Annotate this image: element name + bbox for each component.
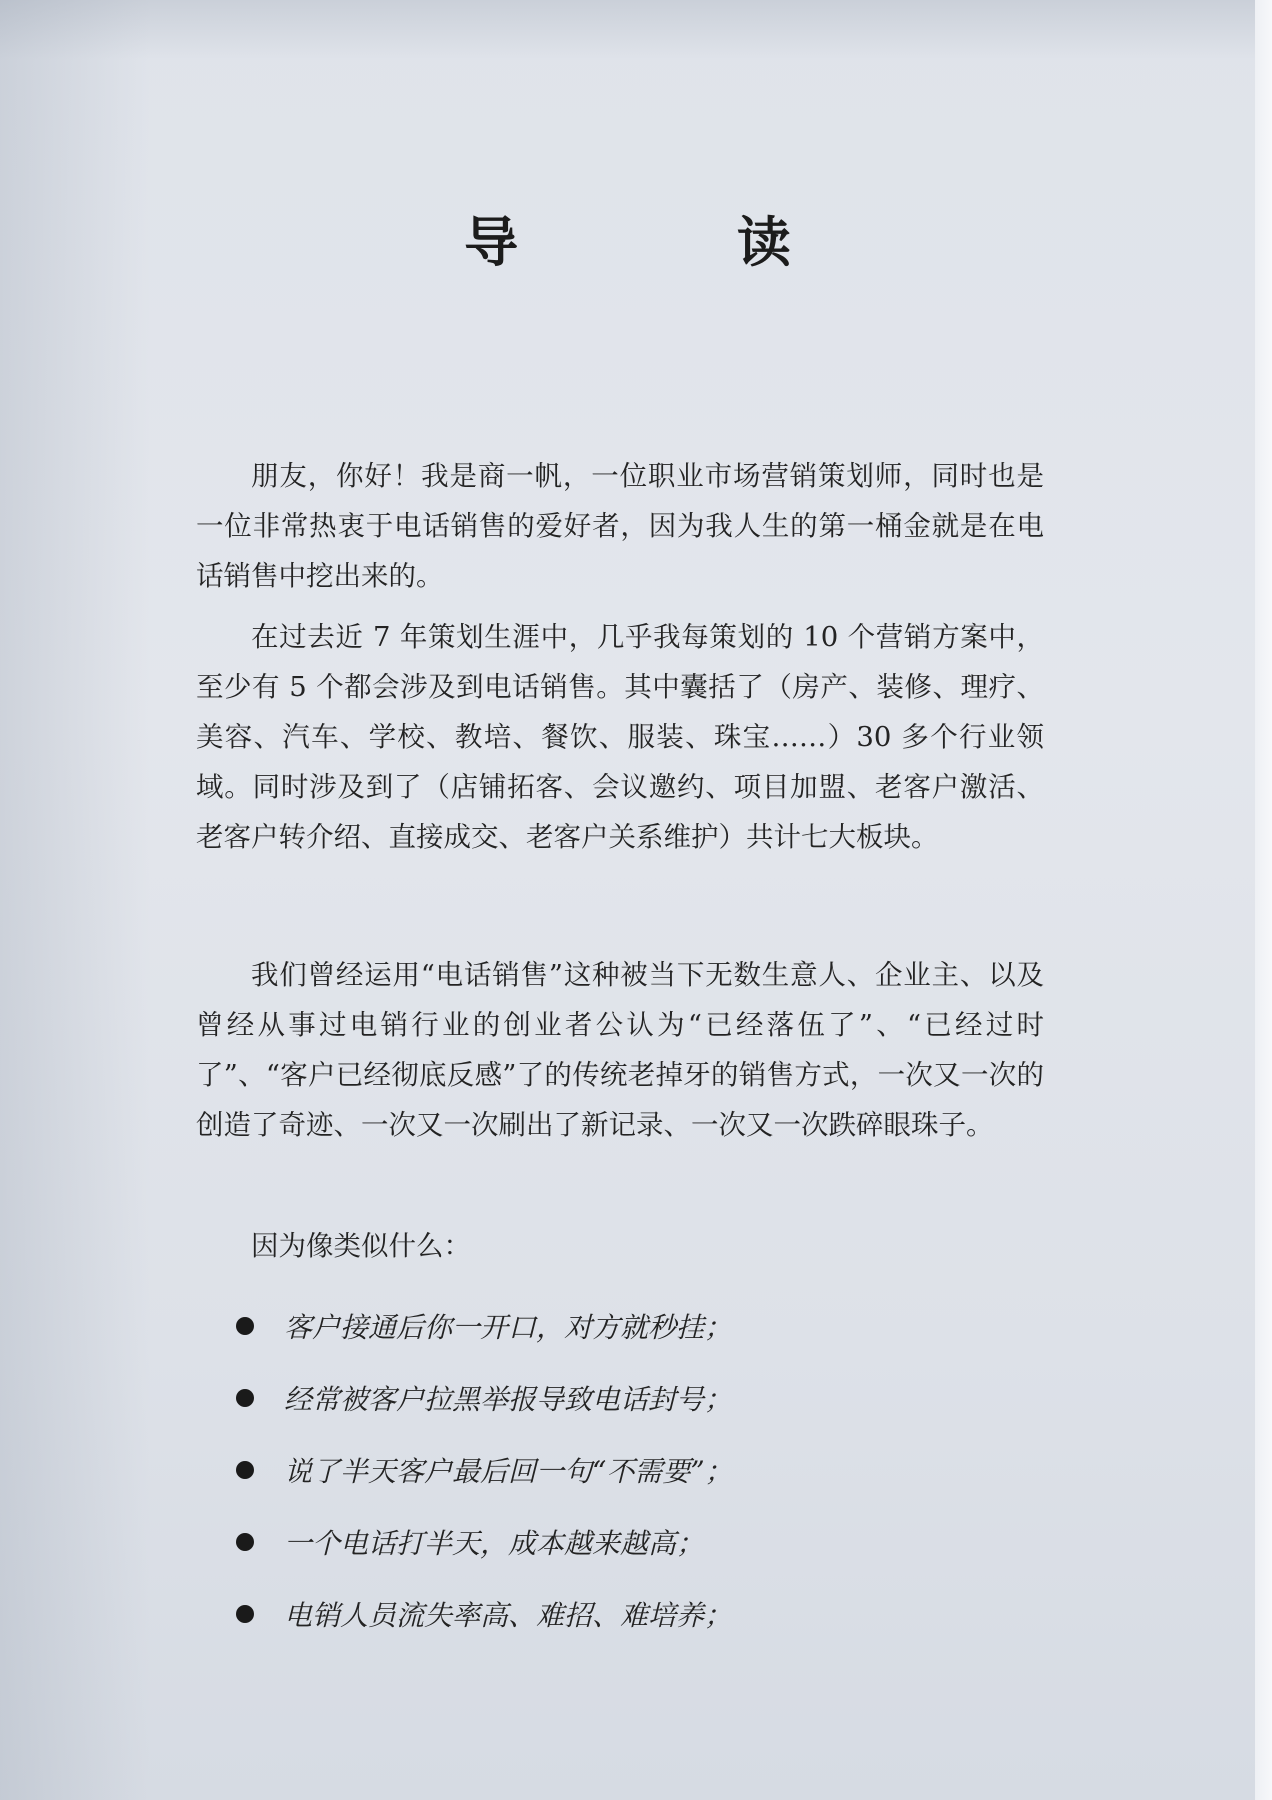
page-title: 导 读: [464, 211, 891, 274]
page-edge: [1255, 0, 1272, 1800]
list-item-text: 电销人员流失率高、难招、难培养；: [284, 1599, 733, 1632]
problem-list: [236, 1290, 733, 1650]
paragraph-achievement: 我们曾经运用“电话销售”这种被当下无数生意人、企业主、以及曾经从事过电销行业的创业者公认为“已经落伍了”、“已经过时了”、“客户已经彻底反感”了的传统老掉牙的销售方式，一次又一次的创造了奇迹、一次又一次刷出了新记录、一次又一次跌碎眼珠子。: [196, 959, 1044, 1141]
list-item: [236, 1362, 733, 1434]
page-shadow-top: [0, 0, 1255, 60]
list-item: [236, 1434, 733, 1506]
bullet-icon: [236, 1533, 254, 1551]
list-item: [236, 1578, 733, 1650]
paragraph-experience: 在过去近 7 年策划生涯中，几乎我每策划的 10 个营销方案中，至少有 5 个都会涉及到电话销售。其中囊括了（房产、装修、理疗、美容、汽车、学校、教培、餐饮、服装、珠宝……）30 多个行业领域。同时涉及到了（店铺拓客、会议邀约、项目加盟、老客户激活、老客户转介绍、直接成交、老客户关系维护）共计七大板块。: [196, 621, 1044, 853]
list-item-text: 经常被客户拉黑举报导致电话封号；: [284, 1383, 733, 1416]
bullet-icon: [236, 1461, 254, 1479]
bullet-icon: [236, 1317, 254, 1335]
paragraph-lead-in: 因为像类似什么：: [251, 1230, 471, 1262]
list-item-text: 客户接通后你一开口，对方就秒挂；: [284, 1311, 733, 1344]
list-item: [236, 1290, 733, 1362]
list-item-text: 一个电话打半天，成本越来越高；: [284, 1527, 705, 1560]
list-item-text: 说了半天客户最后回一句“不需要”；: [284, 1455, 733, 1488]
paragraph-intro: 朋友，你好！我是商一帆，一位职业市场营销策划师，同时也是一位非常热衷于电话销售的爱好者，因为我人生的第一桶金就是在电话销售中挖出来的。: [196, 460, 1044, 592]
bullet-icon: [236, 1605, 254, 1623]
bullet-icon: [236, 1389, 254, 1407]
list-item: [236, 1506, 733, 1578]
page-shadow-left: [0, 0, 150, 1800]
